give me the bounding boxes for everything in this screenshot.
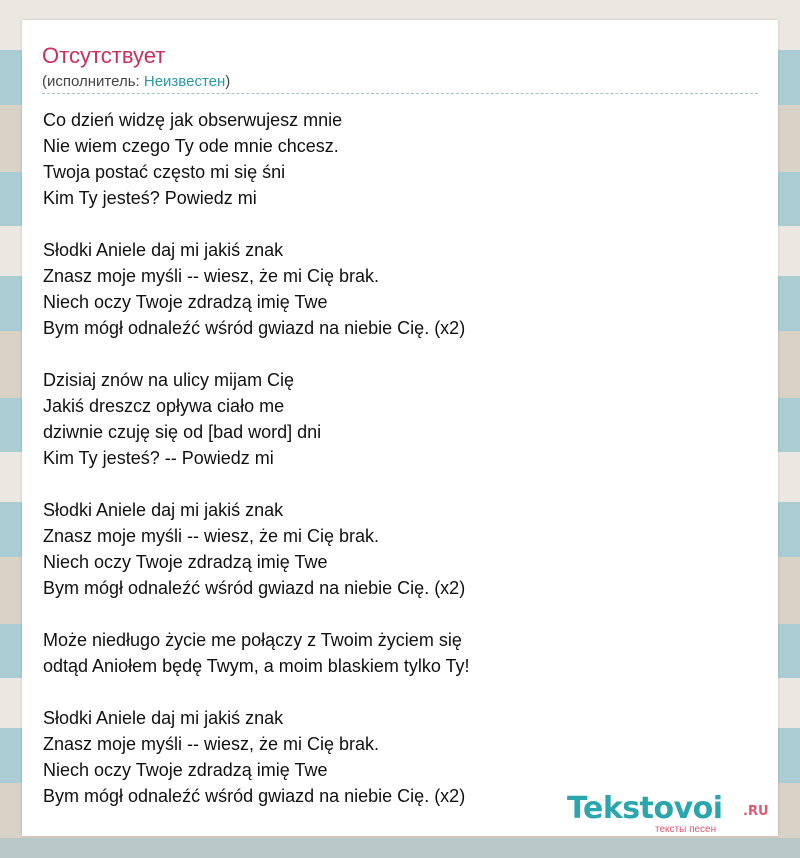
lyrics-card — [22, 20, 778, 836]
lyric-line: Słodki Aniele daj mi jakiś znak — [43, 708, 284, 728]
lyric-line: Jakiś dreszcz opływa ciało me — [43, 396, 285, 416]
lyric-line: Niech oczy Twoje zdradzą imię Twe — [43, 760, 328, 780]
lyric-line: Może niedługo życie me połączy z Twoim życiem się — [43, 630, 462, 650]
lyric-line: Twoja postać często mi się śni — [43, 162, 286, 182]
lyric-line: Co dzień widzę jak obserwujesz mnie — [43, 110, 343, 130]
lyric-blank-line — [43, 679, 743, 705]
logo-tagline: тексты песен — [655, 824, 717, 835]
lyric-line: Nie wiem czego Ty ode mnie chcesz. — [43, 136, 339, 156]
lyric-line: Niech oczy Twoje zdradzą imię Twe — [43, 552, 328, 572]
lyric-line: Słodki Aniele daj mi jakiś znak — [43, 240, 284, 260]
lyric-line: dziwnie czuję się od [bad word] dni — [43, 422, 322, 442]
lyric-line: Kim Ty jesteś? Powiedz mi — [43, 188, 257, 208]
lyric-blank-line — [43, 471, 743, 497]
lyric-blank-line — [43, 211, 743, 237]
lyric-line: Niech oczy Twoje zdradzą imię Twe — [43, 292, 328, 312]
lyrics-text — [43, 107, 743, 809]
artist-line — [42, 73, 230, 91]
lyric-line: Bym mógł odnaleźć wśród gwiazd na niebie Cię. (x2) — [43, 578, 466, 598]
artist-suffix: ) — [225, 73, 231, 90]
lyric-blank-line — [43, 341, 743, 367]
lyric-line: Znasz moje myśli -- wiesz, że mi Cię brak. — [43, 734, 380, 754]
lyric-blank-line — [43, 601, 743, 627]
lyric-line: Znasz moje myśli -- wiesz, że mi Cię brak. — [43, 266, 380, 286]
artist-prefix: (исполнитель: — [42, 73, 144, 90]
artist-link[interactable]: Неизвестен — [143, 73, 226, 90]
lyric-line: Znasz moje myśli -- wiesz, że mi Cię brak. — [43, 526, 380, 546]
lyric-line: odtąd Aniołem będę Twym, a moim blaskiem tylko Ty! — [43, 656, 470, 676]
lyric-line: Słodki Aniele daj mi jakiś znak — [43, 500, 284, 520]
site-logo[interactable] — [567, 791, 775, 837]
header-divider — [42, 93, 758, 94]
logo-name: Tekstovoi — [567, 791, 723, 826]
lyric-line: Dzisiaj znów na ulicy mijam Cię — [43, 370, 295, 390]
lyric-line: Bym mógł odnaleźć wśród gwiazd na niebie Cię. (x2) — [43, 318, 466, 338]
lyric-line: Bym mógł odnaleźć wśród gwiazd na niebie Cię. (x2) — [43, 786, 466, 806]
lyric-line: Kim Ty jesteś? -- Powiedz mi — [43, 448, 274, 468]
bottom-band — [0, 838, 800, 858]
logo-tld: .RU — [743, 804, 769, 819]
song-title: Отсутствует — [42, 43, 166, 68]
